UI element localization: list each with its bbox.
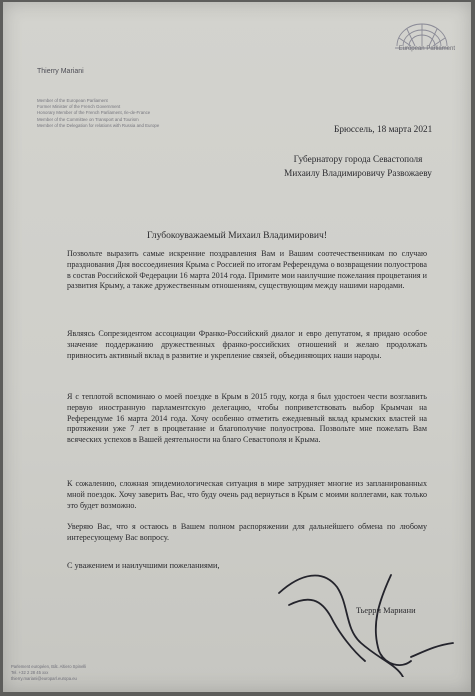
footer-line: Parlement européen, Bât. Altiero Spinelli (11, 664, 87, 669)
sender-role: Former Minister of the French Government (37, 104, 121, 110)
footer (11, 664, 141, 682)
recipient-name: Михаилу Владимировичу Развожаеву (284, 168, 432, 178)
paragraph-greetings: Позвольте выразить самые искренние поздравления Вам и Вашим соотечественникам по случаю празднования Дня воссоединения Крыма с Россией по итогам Референдума о возвращении полуострова в состав Российской Федерации 16 марта 2014 года. Примите мои наилучшие пожелания процветания и развития Крыму, а также дружественным отношениям, существующим между нашими народами. (67, 249, 427, 291)
paragraph-epidemic: К сожалению, сложная эпидемиологическая ситуация в мире затрудняет многие из запланированных мной поездок. Хочу заверить Вас, что буду очень рад вернуться в Крым с моими коллегами, как только это будет возможно. (67, 479, 427, 510)
salutation: Глубокоуважаемый Михаил Владимирович! (146, 230, 328, 241)
letter-page (3, 2, 471, 692)
sender-name: Thierry Mariani (37, 68, 84, 75)
european-parliament-logo (387, 10, 457, 60)
paragraph-availability: Уверяю Вас, что я остаюсь в Вашем полном распоряжении для дальнейшего обмена по любому интересующему Вас вопросу. (67, 522, 427, 542)
sender-role: Member of the Committee on Transport and Tourism (37, 116, 139, 122)
place-date: Брюссель, 18 марта 2021 (334, 125, 433, 135)
sender-role: Member of the Delegation for relations with Russia and Europe (37, 122, 160, 128)
signer-name: Тьерри Мариани (356, 606, 416, 615)
recipient-title: Губернатору города Севастополя (293, 154, 423, 164)
recipient-block (243, 152, 471, 180)
closing-phrase: С уважением и наилучшими пожеланиями, (67, 561, 220, 570)
paragraph-visit: Я с теплотой вспоминаю о моей поездке в Крым в 2015 году, когда я был удостоен чести возглавить первую иностранную парламентскую делегацию, чтобы поприветствовать выбор Крымчан на Референдуме 16 марта 2014 года. Хочу особенно отметить ежедневный вклад крымских властей на протяжении уже 7 лет в процветание и благополучие полуострова. Позвольте мне пожелать Вам всяческих успехов в Вашей деятельности на благо Севастополя и Крыма. (67, 392, 427, 445)
paragraph-association: Являясь Сопрезидентом ассоциации Франко-Российский диалог и евро депутатом, я придаю особое значение поддержанию дружественных франко-российских отношений и желаю продолжать привносить активный вклад в развитие и укрепление связей, объединяющих наши народы. (67, 329, 427, 360)
sender-role: Member of the European Parliament (37, 98, 108, 103)
institution-name: European Parliament (398, 46, 455, 52)
footer-line: Tel. +32 2 28 45 xxx (11, 670, 49, 675)
sender-roles (37, 98, 227, 129)
handwritten-signature (261, 565, 461, 677)
footer-line: thierry.mariani@europarl.europa.eu (11, 676, 77, 681)
sender-role: Honorary Member of the French Parliament, Ile-de-France (37, 110, 151, 116)
